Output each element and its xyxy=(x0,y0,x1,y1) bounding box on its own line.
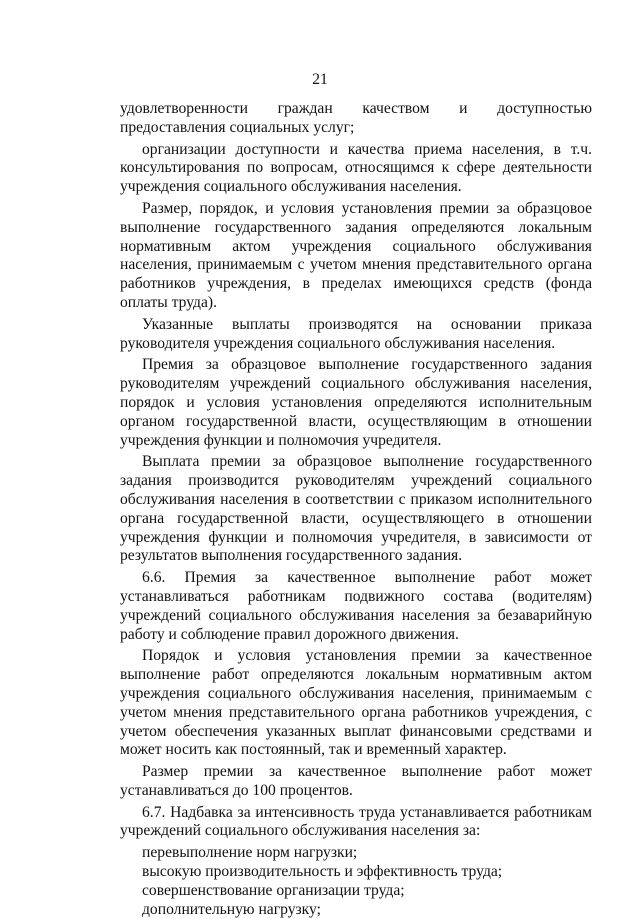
page-number: 21 xyxy=(312,71,328,88)
paragraph: Выплата премии за образцовое выполнение государственного задания производится руководителям учреждений социального обслуживания населения в соответствии с приказом исполнительного органа государственной власти, осуществляющего в отношении учреждения функции и полномочия учредителя, в зависимости от результатов выполнения государственного задания. xyxy=(120,453,592,565)
paragraph-section-6-7: 6.7. Надбавка за интенсивность труда устанавливается работникам учреждений социального обслуживания населения за: xyxy=(120,803,592,840)
paragraph: Размер премии за качественное выполнение работ может устанавливаться до 100 процентов. xyxy=(120,763,592,799)
paragraph: Порядок и условия установления премии за качественное выполнение работ определяются локальным нормативным актом учреждения социального обслуживания населения, принимаемым с учетом мнения представительного органа работников учреждения, с учетом обеспечения указанных выплат финансовыми средствами и может носить как постоянный, так и временный характер. xyxy=(120,647,592,759)
list-item: перевыполнение норм нагрузки; xyxy=(142,844,358,862)
paragraph: удовлетворенности граждан качеством и доступностью предоставления социальных услуг; xyxy=(120,100,592,136)
paragraph-section-6-6: 6.6. Премия за качественное выполнение работ может устанавливаться работникам подвижного состава (водителям) учреждений социального обслуживания населения за безаварийную работу и соблюдение правил дорожного движения. xyxy=(120,569,592,643)
paragraph: Премия за образцовое выполнение государственного задания руководителям учреждений социального обслуживания населения, порядок и условия установления определяются исполнительным органом государственной власти, осуществляющим в отношении учреждения функции и полномочия учредителя. xyxy=(120,356,592,449)
document-body xyxy=(120,100,592,919)
paragraph: организации доступности и качества приема населения, в т.ч. консультирования по вопросам, относящимся к сфере деятельности учреждения социального обслуживания населения. xyxy=(120,140,592,196)
list-item: совершенствование организации труда; xyxy=(142,881,405,899)
paragraph: Указанные выплаты производятся на основании приказа руководителя учреждения социального обслуживания населения. xyxy=(120,315,592,352)
list-item: высокую производительность и эффективность труда; xyxy=(142,863,503,881)
paragraph: Размер, порядок, и условия установления премии за образцовое выполнение государственного задания определяются локальным нормативным актом учреждения социального обслуживания населения, принимаемым с учетом мнения представительного органа работников учреждения, в пределах имеющихся средств (фонда оплаты труда). xyxy=(120,199,592,311)
list-item: дополнительную нагрузку; xyxy=(142,900,321,918)
